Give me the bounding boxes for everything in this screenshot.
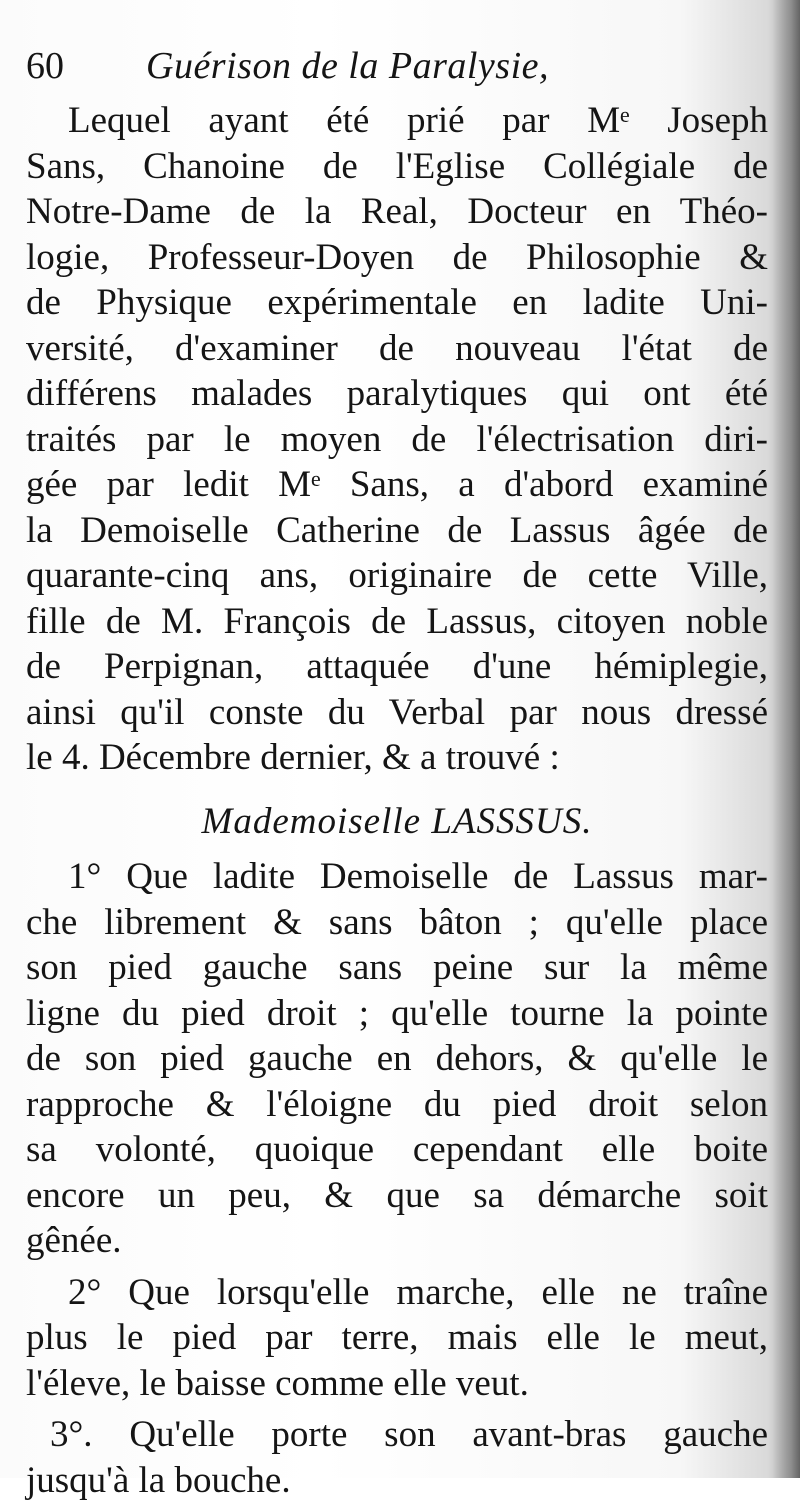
text-line: Lequel ayant été prié par Mᵉ Joseph [26, 98, 768, 144]
text-line: jusqu'à la bouche. [26, 1458, 768, 1503]
text-line: ligne du pied droit ; qu'elle tourne la pointe [26, 991, 768, 1037]
text-line: son pied gauche sans peine sur la même [26, 945, 768, 991]
text-line: ainsi qu'il conste du Verbal par nous dressé [26, 690, 768, 736]
text-line: le 4. Décembre dernier, & a trouvé : [26, 735, 768, 781]
text-line: quarante-cinq ans, originaire de cette Ville, [26, 553, 768, 599]
page-header [26, 44, 768, 98]
text-line: différens malades paralytiques qui ont été [26, 371, 768, 417]
running-head: Guérison de la Paralysie, [146, 44, 549, 90]
text-line: logie, Professeur-Doyen de Philosophie & [26, 235, 768, 281]
text-line: plus le pied par terre, mais elle le meut, [26, 1315, 768, 1361]
text-line: de son pied gauche en dehors, & qu'elle le [26, 1036, 768, 1082]
text-line: versité, d'examiner de nouveau l'état de [26, 326, 768, 372]
page-text [26, 44, 768, 1503]
page-gutter-shadow [772, 0, 800, 1478]
text-line: de Physique expérimentale en ladite Uni- [26, 280, 768, 326]
text-line: fille de M. François de Lassus, citoyen noble [26, 599, 768, 645]
text-line: gée par ledit Mᵉ Sans, a d'abord examiné [26, 462, 768, 508]
text-line: de Perpignan, attaquée d'une hémiplegie, [26, 644, 768, 690]
text-line: rapproche & l'éloigne du pied droit selon [26, 1082, 768, 1128]
item-1 [26, 854, 768, 1264]
text-line: l'éleve, le baisse comme elle veut. [26, 1361, 768, 1407]
text-line: sa volonté, quoique cependant elle boite [26, 1127, 768, 1173]
text-line: Notre-Dame de la Real, Docteur en Théo- [26, 189, 768, 235]
text-line: la Demoiselle Catherine de Lassus âgée de [26, 508, 768, 554]
section-title: Mademoiselle LASSSUS. [26, 799, 768, 845]
text-line: encore un peu, & que sa démarche soit [26, 1173, 768, 1219]
item-3 [26, 1412, 768, 1503]
text-line: 1° Que ladite Demoiselle de Lassus mar- [26, 854, 768, 900]
item-2 [26, 1270, 768, 1407]
text-line: 2° Que lorsqu'elle marche, elle ne traîne [26, 1270, 768, 1316]
text-line: traités par le moyen de l'électrisation diri- [26, 417, 768, 463]
paragraph-intro [26, 98, 768, 781]
text-line: Sans, Chanoine de l'Eglise Collégiale de [26, 144, 768, 190]
page-number: 60 [26, 44, 146, 90]
text-line: gênée. [26, 1218, 768, 1264]
text-line: che librement & sans bâton ; qu'elle place [26, 900, 768, 946]
text-line: 3°. Qu'elle porte son avant-bras gauche [26, 1412, 768, 1458]
